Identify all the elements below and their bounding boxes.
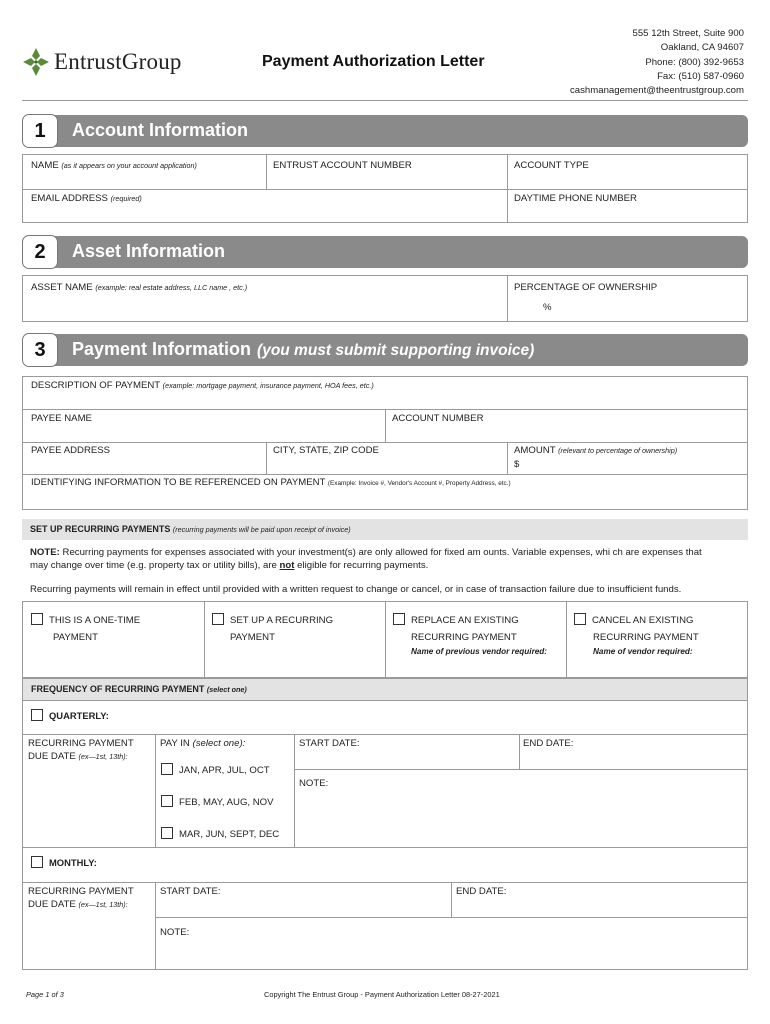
recurring-note (30, 547, 742, 573)
quarter-feb-checkbox[interactable] (161, 795, 173, 807)
monthly-due-date-hint: (ex—1st, 13th): (78, 899, 128, 909)
contact-email[interactable]: cashmanagement@theentrustgroup.com (570, 85, 744, 97)
replace-existing-vendor-note: Name of previous vendor required: (411, 647, 548, 656)
section-3-subtitle: (you must submit supporting invoice) (257, 342, 535, 359)
email-field[interactable] (31, 193, 142, 204)
monthly-end-date-field[interactable]: END DATE: (456, 886, 507, 897)
pay-in-hint: (select one): (192, 738, 246, 749)
page-number: Page 1 of 3 (26, 990, 64, 999)
option-cancel-existing[interactable] (574, 612, 699, 657)
monthly-due-date-field[interactable] (28, 886, 134, 911)
amount-label: AMOUNT (514, 445, 556, 456)
monthly-label: MONTHLY: (49, 857, 97, 868)
description-field[interactable] (31, 380, 374, 391)
name-hint: (as it appears on your account application) (61, 161, 197, 170)
company-logo (22, 44, 212, 80)
contact-fax: Fax: (510) 587-0960 (657, 70, 744, 82)
monthly-start-date-field[interactable]: START DATE: (160, 886, 221, 897)
option-set-up-recurring[interactable] (212, 612, 333, 646)
amount-hint: (relevant to percentage of ownership) (558, 446, 678, 455)
identifying-hint: (Example: Invoice #, Vendor's Account #, Property Address, etc.) (327, 480, 511, 487)
asset-name-hint: (example: real estate address, LLC name , etc.) (95, 283, 248, 292)
account-type-field[interactable]: ACCOUNT TYPE (514, 160, 589, 171)
section-1-number: 1 (22, 114, 58, 148)
quarterly-label: QUARTERLY: (49, 710, 109, 721)
description-label: DESCRIPTION OF PAYMENT (31, 380, 160, 391)
monthly-checkbox[interactable] (31, 856, 43, 868)
note-line-2b: eligible for recurring payments. (297, 559, 429, 571)
pay-in-label-text: PAY IN (160, 738, 190, 749)
copyright: Copyright The Entrust Group - Payment Authorization Letter 08-27-2021 (264, 990, 500, 999)
set-up-recurring-label-2: PAYMENT (230, 632, 275, 643)
section-2-title: Asset Information (72, 241, 226, 261)
email-hint: (required) (110, 194, 142, 203)
account-info-grid (22, 154, 748, 223)
recurring-header-hint: (recurring payments will be paid upon receipt of invoice) (172, 525, 351, 534)
contact-street: 555 12th Street, Suite 900 (632, 28, 744, 39)
quarter-option-feb[interactable] (161, 795, 274, 808)
section-2-number: 2 (22, 235, 58, 269)
quarter-mar-checkbox[interactable] (161, 827, 173, 839)
note-label: NOTE: (30, 547, 60, 558)
monthly-option[interactable] (31, 856, 97, 868)
set-up-recurring-checkbox[interactable] (212, 613, 224, 625)
ownership-label[interactable]: PERCENTAGE OF OWNERSHIP (514, 282, 658, 293)
section-1-title: Account Information (72, 120, 248, 140)
contact-phone: Phone: (800) 392-9653 (645, 56, 744, 68)
replace-existing-label-2: RECURRING PAYMENT (411, 632, 517, 643)
one-time-label: THIS IS A ONE-TIME (49, 615, 141, 626)
cancel-existing-vendor-note: Name of vendor required: (593, 647, 693, 656)
asset-name-label: ASSET NAME (31, 282, 93, 293)
logo-text: EntrustGroup (54, 49, 182, 74)
asset-name-field[interactable] (31, 282, 247, 293)
one-time-label-2: PAYMENT (53, 632, 98, 643)
name-field[interactable] (31, 160, 197, 171)
quarter-jan-checkbox[interactable] (161, 763, 173, 775)
monthly-note-field[interactable]: NOTE: (160, 927, 190, 938)
contact-block (570, 27, 744, 98)
option-replace-existing[interactable] (393, 612, 547, 657)
replace-existing-label: REPLACE AN EXISTING (411, 615, 519, 626)
email-label: EMAIL ADDRESS (31, 193, 108, 204)
payment-type-options (22, 601, 748, 678)
section-1-banner (22, 115, 748, 147)
cancel-existing-label-2: RECURRING PAYMENT (593, 632, 699, 643)
quarter-option-jan[interactable] (161, 763, 270, 776)
quarterly-checkbox[interactable] (31, 709, 43, 721)
replace-existing-checkbox[interactable] (393, 613, 405, 625)
payee-address-field[interactable]: PAYEE ADDRESS (31, 445, 111, 456)
header-divider (22, 100, 748, 101)
city-state-zip-field[interactable]: CITY, STATE, ZIP CODE (273, 445, 379, 456)
frequency-header (31, 684, 247, 694)
quarter-mar-label: MAR, JUN, SEPT, DEC (179, 829, 280, 840)
one-time-checkbox[interactable] (31, 613, 43, 625)
quarterly-due-date-label: RECURRING PAYMENT (28, 738, 134, 749)
page-title: Payment Authorization Letter (262, 53, 485, 70)
description-hint: (example: mortgage payment, insurance payment, HOA fees, etc.) (162, 381, 374, 390)
set-up-recurring-label: SET UP A RECURRING (230, 615, 334, 626)
quarterly-start-date-field[interactable]: START DATE: (299, 738, 360, 749)
daytime-phone-field[interactable]: DAYTIME PHONE NUMBER (514, 193, 637, 204)
entrust-account-number-field[interactable]: ENTRUST ACCOUNT NUMBER (273, 160, 412, 171)
quarterly-end-date-field[interactable]: END DATE: (523, 738, 574, 749)
recurring-header (30, 524, 351, 534)
quarterly-due-date-hint: (ex—1st, 13th): (78, 751, 128, 761)
section-3-banner (22, 334, 748, 366)
payment-info-grid (22, 376, 748, 510)
dollar-symbol: $ (514, 459, 520, 470)
identifying-info-field[interactable] (31, 477, 511, 488)
quarterly-note-field[interactable]: NOTE: (299, 778, 329, 789)
quarter-jan-label: JAN, APR, JUL, OCT (179, 765, 270, 776)
recurring-remain-text: Recurring payments will remain in effect until provided with a written request to change or cancel, or in case of transaction failure due to insufficient funds. (30, 584, 682, 595)
quarter-feb-label: FEB, MAY, AUG, NOV (179, 797, 274, 808)
note-line-1: Recurring payments for expenses associated with your investment(s) are only allowed for fixed am ounts. Variable expenses, whi ch are expenses that (62, 547, 702, 558)
cancel-existing-checkbox[interactable] (574, 613, 586, 625)
amount-field[interactable] (514, 445, 677, 456)
frequency-hint: (select one) (206, 685, 247, 694)
name-label: NAME (31, 160, 59, 171)
quarterly-due-date-field[interactable] (28, 738, 134, 763)
note-not: not (279, 559, 295, 571)
section-3-number: 3 (22, 333, 58, 367)
section-3-title (72, 339, 534, 360)
note-line-2a: may change over time (e.g. property tax or utility bills), are (30, 559, 277, 571)
quarterly-option[interactable] (31, 709, 109, 721)
option-one-time[interactable] (31, 612, 140, 646)
pay-in-label (160, 738, 245, 749)
identifying-label: IDENTIFYING INFORMATION TO BE REFERENCED ON PAYMENT (31, 477, 326, 488)
percent-symbol: % (543, 302, 552, 313)
payee-name-field[interactable]: PAYEE NAME (31, 413, 92, 424)
recurring-header-text: SET UP RECURRING PAYMENTS (30, 524, 171, 534)
contact-city: Oakland, CA 94607 (660, 42, 744, 54)
frequency-section (22, 678, 748, 970)
monthly-due-date-label: RECURRING PAYMENT (28, 886, 134, 897)
section-3-title-text: Payment Information (72, 339, 252, 359)
frequency-header-text: FREQUENCY OF RECURRING PAYMENT (31, 684, 205, 694)
cancel-existing-label: CANCEL AN EXISTING (592, 615, 694, 626)
entrust-leaf-icon (22, 47, 50, 77)
section-2-banner (22, 236, 748, 268)
quarterly-due-date-label-2: DUE DATE (28, 750, 76, 762)
payee-account-number-field[interactable]: ACCOUNT NUMBER (392, 413, 484, 424)
asset-info-grid (22, 275, 748, 322)
monthly-due-date-label-2: DUE DATE (28, 898, 76, 910)
quarter-option-mar[interactable] (161, 827, 279, 840)
